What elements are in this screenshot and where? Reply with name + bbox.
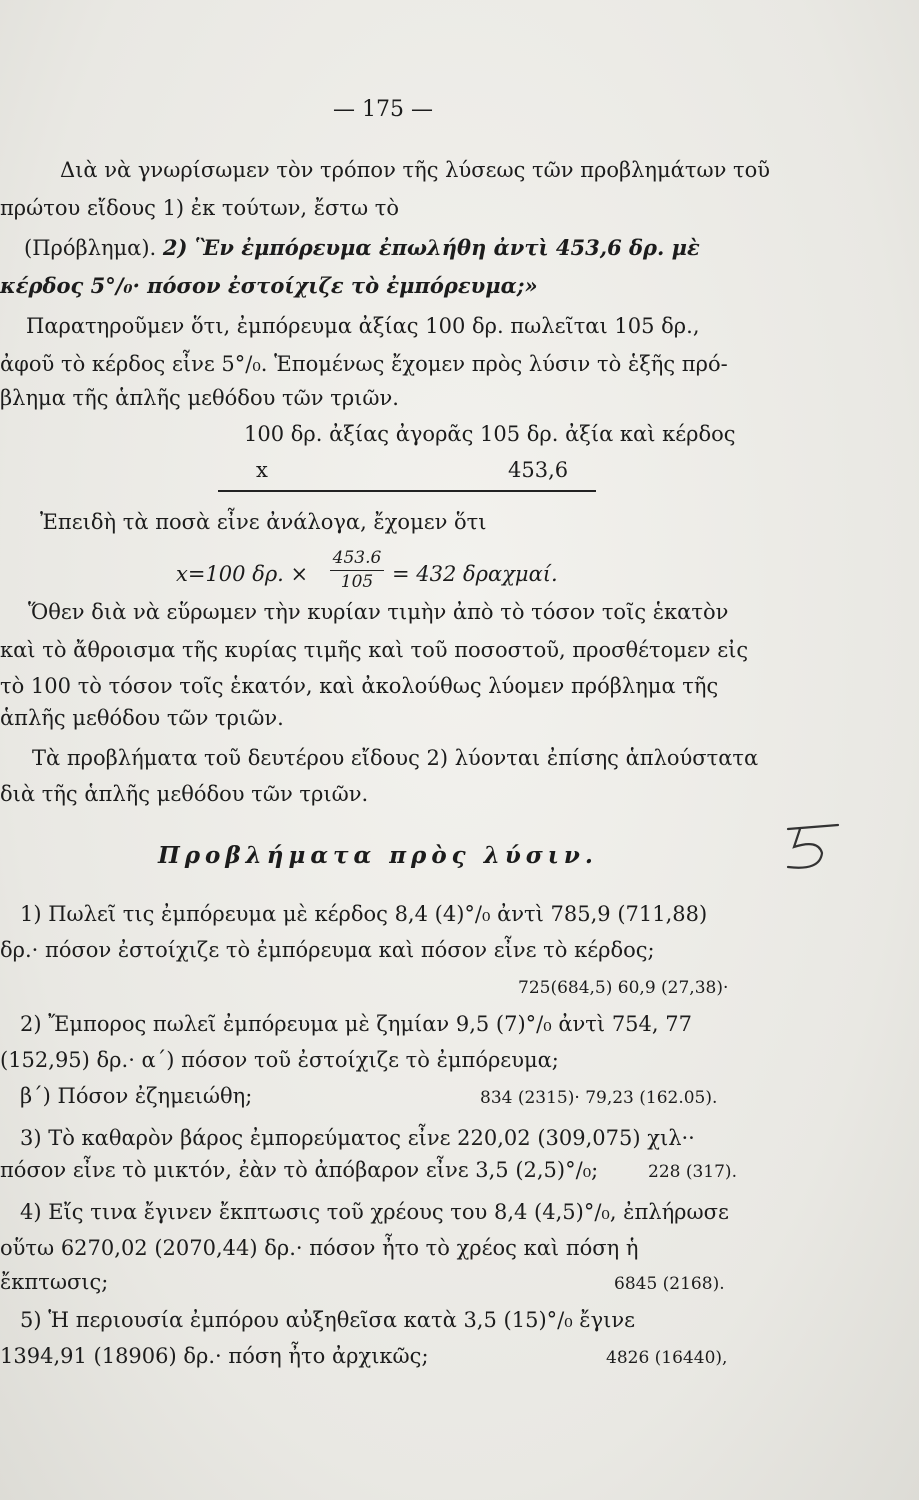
problem-4-line-1: 4) Εἴς τινα ἔγινεν ἔκπτωσις τοῦ χρέους του 8,4 (4,5)°/₀, ἐπλήρωσε: [20, 1200, 729, 1224]
equation-right: = 432 δραχμαί.: [392, 562, 558, 586]
exercises-heading: Προβλήματα πρὸς λύσιν.: [158, 842, 598, 869]
proportion-row2-right: 453,6: [508, 458, 569, 482]
problem-3-line-2: πόσον εἶνε τὸ μικτόν, ἐὰν τὸ ἀπόβαρον εἶνε 3,5 (2,5)°/₀;: [0, 1158, 599, 1182]
problem-1-line-1: 1) Πωλεῖ τις ἐμπόρευμα μὲ κέρδος 8,4 (4)°/₀ ἀντὶ 785,9 (711,88): [20, 902, 708, 926]
equation-left: x=100 δρ. ×: [176, 562, 309, 586]
problem-2-answer: 834 (2315)· 79,23 (162.05).: [480, 1088, 718, 1108]
problem-label: (Πρόβλημα).: [24, 236, 157, 260]
intro-line-5: Παρατηροῦμεν ὅτι, ἐμπόρευμα ἀξίας 100 δρ. πωλεῖται 105 δρ.,: [26, 314, 700, 338]
proportion-row2-left: x: [256, 458, 268, 482]
intro-line-2: πρώτου εἴδους 1) ἐκ τούτων, ἔστω τὸ: [0, 196, 400, 220]
fraction-bar: [330, 570, 384, 571]
intro-line-7: βλημα τῆς ἁπλῆς μεθόδου τῶν τριῶν.: [0, 386, 399, 410]
problem-5-line-1: 5) Ἡ περιουσία ἐμπόρου αὐξηθεῖσα κατὰ 3,5 (15)°/₀ ἔγινε: [20, 1308, 635, 1332]
example-problem-text: 2) Ἓν ἐμπόρευμα ἐπωλήθη ἀντὶ 453,6 δρ. μὲ: [162, 235, 700, 260]
handwritten-mark-5: [780, 815, 850, 875]
intro-line-4: κέρδος 5°/₀· πόσον ἐστοίχιζε τὸ ἐμπόρευμα;»: [0, 273, 538, 298]
problem-3-line-1: 3) Τὸ καθαρὸν βάρος ἐμπορεύματος εἶνε 220,02 (309,075) χιλ··: [20, 1126, 695, 1150]
problem-1-line-2: δρ.· πόσον ἐστοίχιζε τὸ ἐμπόρευμα καὶ πόσον εἶνε τὸ κέρδος;: [0, 938, 655, 962]
intro-line-6: ἀφοῦ τὸ κέρδος εἶνε 5°/₀. Ἑπομένως ἔχομεν πρὸς λύσιν τὸ ἑξῆς πρό-: [0, 352, 728, 376]
proportion-rule: [218, 490, 596, 492]
solution-line-4: τὸ 100 τὸ τόσον τοῖς ἑκατόν, καὶ ἀκολούθως λύομεν πρόβλημα τῆς: [0, 674, 719, 698]
problem-3-answer: 228 (317).: [648, 1162, 737, 1182]
proportion-row1-left: 100 δρ. ἀξίας ἀγορᾶς: [244, 422, 474, 446]
problem-5-line-2: 1394,91 (18906) δρ.· πόση ἦτο ἀρχικῶς;: [0, 1344, 429, 1368]
fraction-denominator: 105: [340, 572, 374, 592]
proportion-row1-right: 105 δρ. ἀξία καὶ κέρδος: [480, 422, 736, 446]
problem-1-answer: 725(684,5) 60,9 (27,38)·: [518, 978, 729, 998]
page-number: — 175 —: [333, 97, 433, 122]
solution-line-6: Τὰ προβλήματα τοῦ δευτέρου εἴδους 2) λύονται ἐπίσης ἁπλούστατα: [32, 746, 759, 770]
problem-2-line-3: β΄) Πόσον ἐζημειώθη;: [20, 1084, 253, 1108]
problem-4-line-3: ἔκπτωσις;: [0, 1270, 109, 1294]
solution-line-7: διὰ τῆς ἁπλῆς μεθόδου τῶν τριῶν.: [0, 782, 369, 806]
solution-line-5: ἁπλῆς μεθόδου τῶν τριῶν.: [0, 706, 284, 730]
intro-line-1: Διὰ νὰ γνωρίσωμεν τὸν τρόπον τῆς λύσεως τῶν προβλημάτων τοῦ: [60, 158, 771, 182]
fraction-numerator: 453.6: [332, 548, 382, 568]
solution-line-1: Ἐπειδὴ τὰ ποσὰ εἶνε ἀνάλογα, ἔχομεν ὅτι: [40, 510, 487, 534]
solution-line-3: καὶ τὸ ἄθροισμα τῆς κυρίας τιμῆς καὶ τοῦ ποσοστοῦ, προσθέτομεν εἰς: [0, 638, 749, 662]
problem-2-line-1: 2) Ἔμπορος πωλεῖ ἐμπόρευμα μὲ ζημίαν 9,5 (7)°/₀ ἀντὶ 754, 77: [20, 1012, 692, 1036]
intro-line-3: [24, 234, 700, 262]
problem-4-answer: 6845 (2168).: [614, 1274, 725, 1294]
problem-5-answer: 4826 (16440),: [606, 1348, 728, 1368]
solution-line-2: Ὅθεν διὰ νὰ εὕρωμεν τὴν κυρίαν τιμὴν ἀπὸ τὸ τόσον τοῖς ἑκατὸν: [28, 600, 729, 624]
problem-4-line-2: οὕτω 6270,02 (2070,44) δρ.· πόσον ἦτο τὸ χρέος καὶ πόση ἡ: [0, 1236, 639, 1260]
problem-2-line-2: (152,95) δρ.· α΄) πόσον τοῦ ἐστοίχιζε τὸ ἐμπόρευμα;: [0, 1048, 559, 1072]
